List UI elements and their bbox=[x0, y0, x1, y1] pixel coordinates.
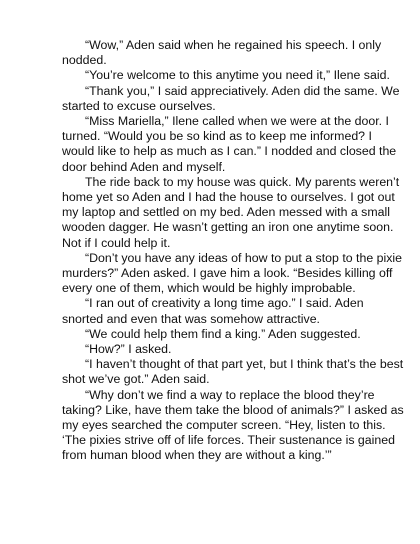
paragraph: “Don’t you have any ideas of how to put a stop to the pixie murders?” Aden asked. I gave him a look. “Besides killing off every one of them, which would be highly improbable. bbox=[62, 250, 403, 296]
paragraph: The ride back to my house was quick. My parents weren’t home yet so Aden and I had the house to ourselves. I got out my laptop and settled on my bed. Aden messed with a small wooden dagger. He wasn’t getting an iron one anytime soon. Not if I could help it. bbox=[62, 174, 400, 250]
paragraph: “Why don’t we find a way to replace the blood they’re taking? Like, have them take the blood of animals?” I asked as my eyes searched the computer screen. “Hey, listen to this. ‘The pixies strive off of life forces. Their sustenance is gained from human blood when they are without a king.’” bbox=[62, 387, 404, 463]
paragraph: “Wow,” Aden said when he regained his speech. I only nodded. bbox=[62, 38, 382, 68]
paragraph: “Miss Mariella,” Ilene called when we were at the door. I turned. “Would you be so kind as to keep me informed? I would like to help as much as I can.” I nodded and closed the door behind Aden and myself. bbox=[62, 114, 397, 174]
document-page bbox=[62, 38, 406, 464]
paragraph: “How?” I asked. bbox=[85, 342, 172, 357]
paragraph: “You’re welcome to this anytime you need it,” Ilene said. bbox=[85, 68, 390, 83]
paragraph: “I haven’t thought of that part yet, but I think that’s the best shot we’ve got.” Aden said. bbox=[62, 357, 404, 387]
paragraph: “Thank you,” I said appreciatively. Aden did the same. We started to excuse ourselves. bbox=[62, 83, 400, 113]
paragraph: “We could help them find a king.” Aden suggested. bbox=[85, 326, 361, 341]
paragraph: “I ran out of creativity a long time ago.” I said. Aden snorted and even that was somehow attractive. bbox=[62, 296, 364, 326]
